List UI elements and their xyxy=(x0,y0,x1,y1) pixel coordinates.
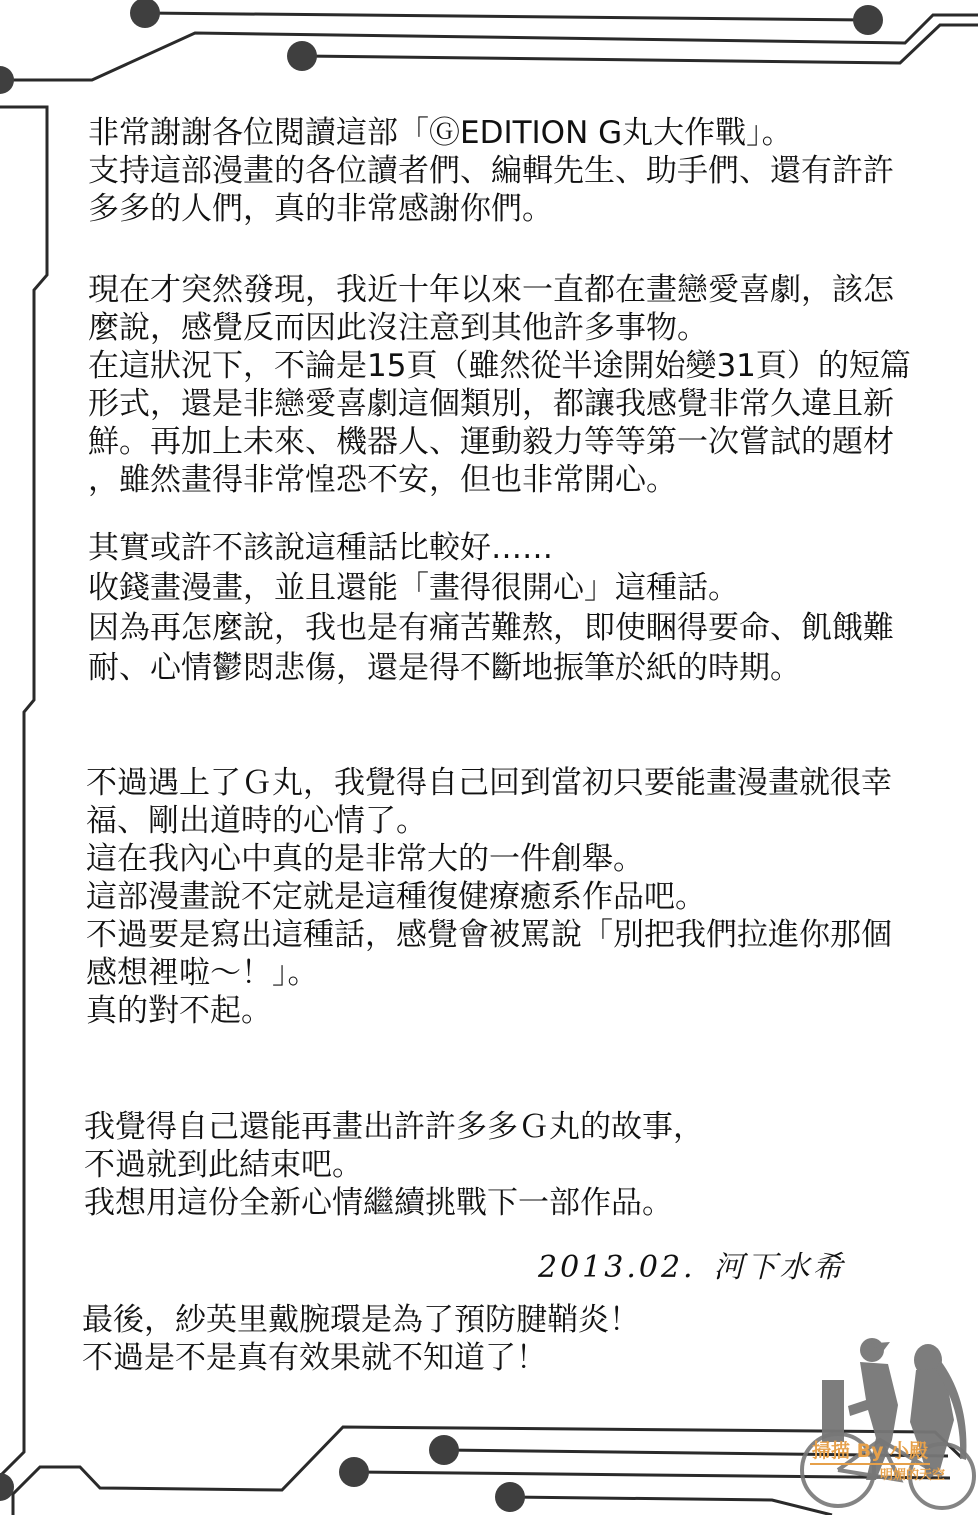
text-line: 收錢畫漫畫，並且還能「畫得很開心」這種話。 xyxy=(88,570,739,606)
text-line: 在這狀況下，不論是15頁（雖然從半途開始變31頁）的短篇 xyxy=(88,348,911,384)
text-line: 不過就到此結束吧。 xyxy=(84,1147,363,1183)
text-line: 麼說，感覺反而因此沒注意到其他許多事物。 xyxy=(88,310,708,346)
scanner-watermark xyxy=(780,1330,980,1515)
paragraph-confession xyxy=(88,528,948,688)
text-line: 耐、心情鬱悶悲傷，還是得不斷地振筆於紙的時期。 xyxy=(88,650,801,686)
text-line: 感想裡啦～！」。 xyxy=(86,955,319,991)
text-line: 真的對不起。 xyxy=(86,993,272,1029)
text-line: 我覺得自己還能再畫出許許多多Ｇ丸的故事， xyxy=(84,1109,704,1145)
paragraph-thanks xyxy=(88,114,948,228)
watermark-group-name: 明媚的天空 xyxy=(880,1468,946,1483)
watermark-scan-credit: 掃描 By 小殿 xyxy=(810,1436,930,1465)
text-line: 這在我內心中真的是非常大的一件創舉。 xyxy=(86,841,644,877)
text-line: 多多的人們，真的非常感謝你們。 xyxy=(88,191,553,227)
text-line: 其實或許不該說這種話比較好…… xyxy=(88,530,553,566)
paragraph-g-maru xyxy=(86,764,946,1030)
text-line: 形式，還是非戀愛喜劇這個類別，都讓我感覺非常久違且新 xyxy=(88,386,894,422)
text-line: 不過是不是真有效果就不知道了！ xyxy=(82,1340,547,1376)
signature xyxy=(538,1242,846,1286)
text-line: 不過要是寫出這種話，感覺會被罵說「別把我們拉進你那個 xyxy=(86,917,892,953)
signature-date: 2013.02. xyxy=(538,1250,696,1285)
paragraph-closing xyxy=(84,1108,944,1222)
bicycle-silhouette-icon xyxy=(780,1330,980,1515)
text-line: 因為再怎麼說，我也是有痛苦難熬，即使睏得要命、飢餓難 xyxy=(88,610,894,646)
paragraph-reflection xyxy=(88,271,948,499)
text-line: 不過遇上了Ｇ丸，我覺得自己回到當初只要能畫漫畫就很幸 xyxy=(86,765,892,801)
signature-author: 河下水希 xyxy=(713,1250,846,1285)
text-line: 福、剛出道時的心情了。 xyxy=(86,803,427,839)
text-line: 我想用這份全新心情繼續挑戰下一部作品。 xyxy=(84,1185,673,1221)
text-line: 支持這部漫畫的各位讀者們、編輯先生、助手們、還有許許 xyxy=(88,153,894,189)
text-line: 這部漫畫說不定就是這種復健療癒系作品吧。 xyxy=(86,879,706,915)
text-line: 非常謝謝各位閱讀這部「ⒼEDITION G丸大作戰」。 xyxy=(88,115,793,151)
text-line: ，雖然畫得非常惶恐不安，但也非常開心。 xyxy=(88,462,677,498)
text-line: 最後，紗英里戴腕環是為了預防腱鞘炎！ xyxy=(82,1302,640,1338)
text-line: 鮮。再加上未來、機器人、運動毅力等等第一次嘗試的題材 xyxy=(88,424,894,460)
text-line: 現在才突然發現，我近十年以來一直都在畫戀愛喜劇，該怎 xyxy=(88,272,894,308)
